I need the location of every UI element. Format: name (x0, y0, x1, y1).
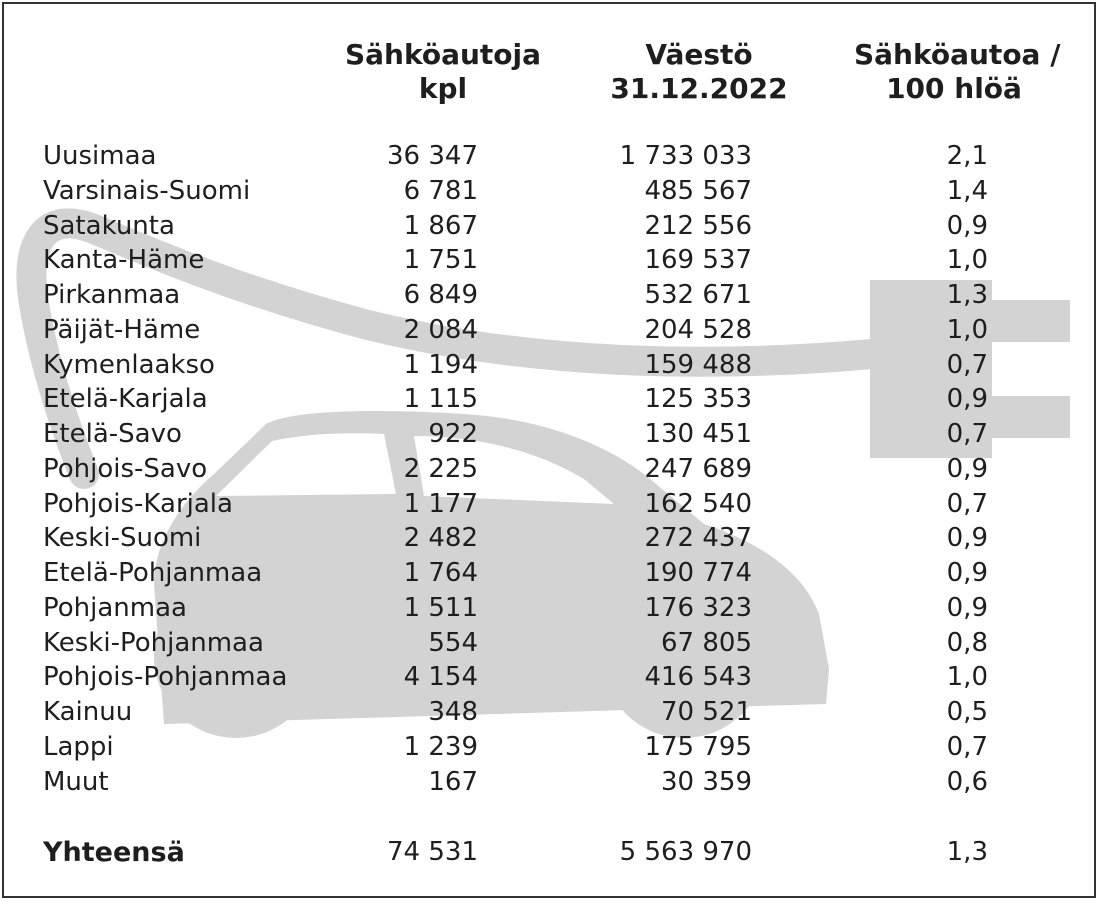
cars-per-100-value: 0,9 (946, 558, 988, 588)
population-value: 247 689 (644, 453, 752, 484)
table-row (4, 556, 1096, 591)
table-row (4, 209, 1096, 244)
region-label: Lappi (43, 731, 114, 762)
total-population: 5 563 970 (619, 837, 752, 867)
population-value: 125 353 (644, 384, 752, 415)
table-row (4, 626, 1096, 661)
column-header-per100 (854, 38, 1061, 106)
population-value: 30 359 (661, 766, 752, 797)
cars-per-100-value: 1,0 (946, 245, 988, 276)
cars-count: 1 177 (403, 488, 478, 519)
cars-count: 922 (428, 419, 478, 449)
cars-count: 1 764 (403, 558, 478, 588)
region-label: Keski-Pohjanmaa (43, 627, 264, 658)
total-per100: 1,3 (946, 837, 988, 867)
population-value: 175 795 (644, 731, 752, 762)
column-header-population-line2: 31.12.2022 (610, 72, 788, 105)
cars-per-100-value: 1,4 (946, 175, 988, 206)
region-label: Pirkanmaa (43, 280, 181, 310)
region-label: Muut (43, 766, 109, 797)
cars-count: 6 781 (403, 175, 478, 206)
cars-per-100-value: 1,3 (946, 280, 988, 310)
region-label: Kainuu (43, 697, 133, 727)
total-label: Yhteensä (43, 837, 185, 868)
cars-per-100-value: 0,9 (946, 384, 988, 415)
population-value: 70 521 (661, 697, 752, 727)
region-label: Uusimaa (43, 141, 157, 171)
cars-count: 2 482 (403, 523, 478, 554)
table-row (4, 278, 1096, 313)
population-value: 162 540 (644, 488, 752, 519)
table-row (4, 765, 1096, 800)
table-frame (2, 2, 1096, 898)
table-row (4, 730, 1096, 765)
column-header-cars-line1: Sähköautoja (344, 38, 542, 71)
population-value: 67 805 (661, 627, 752, 658)
population-value: 190 774 (644, 558, 752, 588)
population-value: 485 567 (644, 175, 752, 206)
column-header-per100-line2: 100 hlöä (886, 72, 1022, 105)
cars-per-100-value: 0,9 (946, 210, 988, 241)
cars-per-100-value: 0,9 (946, 592, 988, 623)
cars-per-100-value: 1,0 (946, 314, 988, 345)
population-value: 532 671 (644, 280, 752, 310)
region-label: Etelä-Karjala (43, 384, 208, 415)
cars-count: 167 (428, 766, 478, 797)
region-label: Pohjois-Karjala (43, 488, 233, 519)
region-label: Pohjois-Pohjanmaa (43, 662, 288, 693)
table-row (4, 243, 1096, 278)
population-value: 212 556 (644, 210, 752, 241)
cars-per-100-value: 0,5 (946, 697, 988, 727)
cars-count: 2 084 (403, 314, 478, 345)
cars-count: 348 (428, 697, 478, 727)
region-label: Päijät-Häme (43, 314, 201, 345)
cars-per-100-value: 0,7 (946, 731, 988, 762)
cars-count: 4 154 (403, 662, 478, 693)
cars-per-100-value: 0,8 (946, 627, 988, 658)
column-header-per100-line1: Sähköautoa / (854, 38, 1061, 71)
column-header-population (604, 38, 794, 106)
region-label: Varsinais-Suomi (43, 175, 251, 206)
table-row (4, 348, 1096, 383)
cars-per-100-value: 0,7 (946, 349, 988, 380)
table-row (4, 139, 1096, 174)
cars-per-100-value: 0,7 (946, 419, 988, 449)
region-label: Etelä-Savo (43, 419, 182, 449)
table-row (4, 174, 1096, 209)
table-row (4, 382, 1096, 417)
cars-count: 36 347 (387, 141, 478, 171)
column-header-cars-line2: kpl (418, 72, 468, 105)
population-value: 1 733 033 (619, 141, 752, 171)
cars-per-100-value: 0,6 (946, 766, 988, 797)
cars-count: 1 239 (403, 731, 478, 762)
cars-per-100-value: 0,7 (946, 488, 988, 519)
column-header-cars (338, 38, 548, 106)
region-label: Pohjois-Savo (43, 453, 208, 484)
table-total-row (4, 835, 1096, 870)
cars-count: 1 115 (403, 384, 478, 415)
region-label: Pohjanmaa (43, 592, 187, 623)
cars-count: 1 511 (403, 592, 478, 623)
population-value: 159 488 (644, 349, 752, 380)
total-cars: 74 531 (387, 837, 478, 867)
table-row (4, 487, 1096, 522)
table-row (4, 521, 1096, 556)
region-label: Satakunta (43, 210, 175, 241)
cars-per-100-value: 0,9 (946, 453, 988, 484)
cars-count: 2 225 (403, 453, 478, 484)
population-value: 204 528 (644, 314, 752, 345)
population-value: 176 323 (644, 592, 752, 623)
cars-count: 1 867 (403, 210, 478, 241)
table-row (4, 452, 1096, 487)
table-row (4, 695, 1096, 730)
region-label: Kymenlaakso (43, 349, 215, 380)
region-label: Keski-Suomi (43, 523, 202, 554)
table-row (4, 417, 1096, 452)
column-header-population-line1: Väestö (645, 38, 753, 71)
table-row (4, 660, 1096, 695)
cars-per-100-value: 0,9 (946, 523, 988, 554)
population-value: 416 543 (644, 662, 752, 693)
cars-count: 554 (428, 627, 478, 658)
table-row (4, 313, 1096, 348)
cars-count: 6 849 (403, 280, 478, 310)
population-value: 130 451 (644, 419, 752, 449)
population-value: 272 437 (644, 523, 752, 554)
cars-count: 1 751 (403, 245, 478, 276)
cars-per-100-value: 2,1 (946, 141, 988, 171)
population-value: 169 537 (644, 245, 752, 276)
cars-per-100-value: 1,0 (946, 662, 988, 693)
table-row (4, 591, 1096, 626)
region-label: Etelä-Pohjanmaa (43, 558, 263, 588)
cars-count: 1 194 (403, 349, 478, 380)
region-label: Kanta-Häme (43, 245, 205, 276)
